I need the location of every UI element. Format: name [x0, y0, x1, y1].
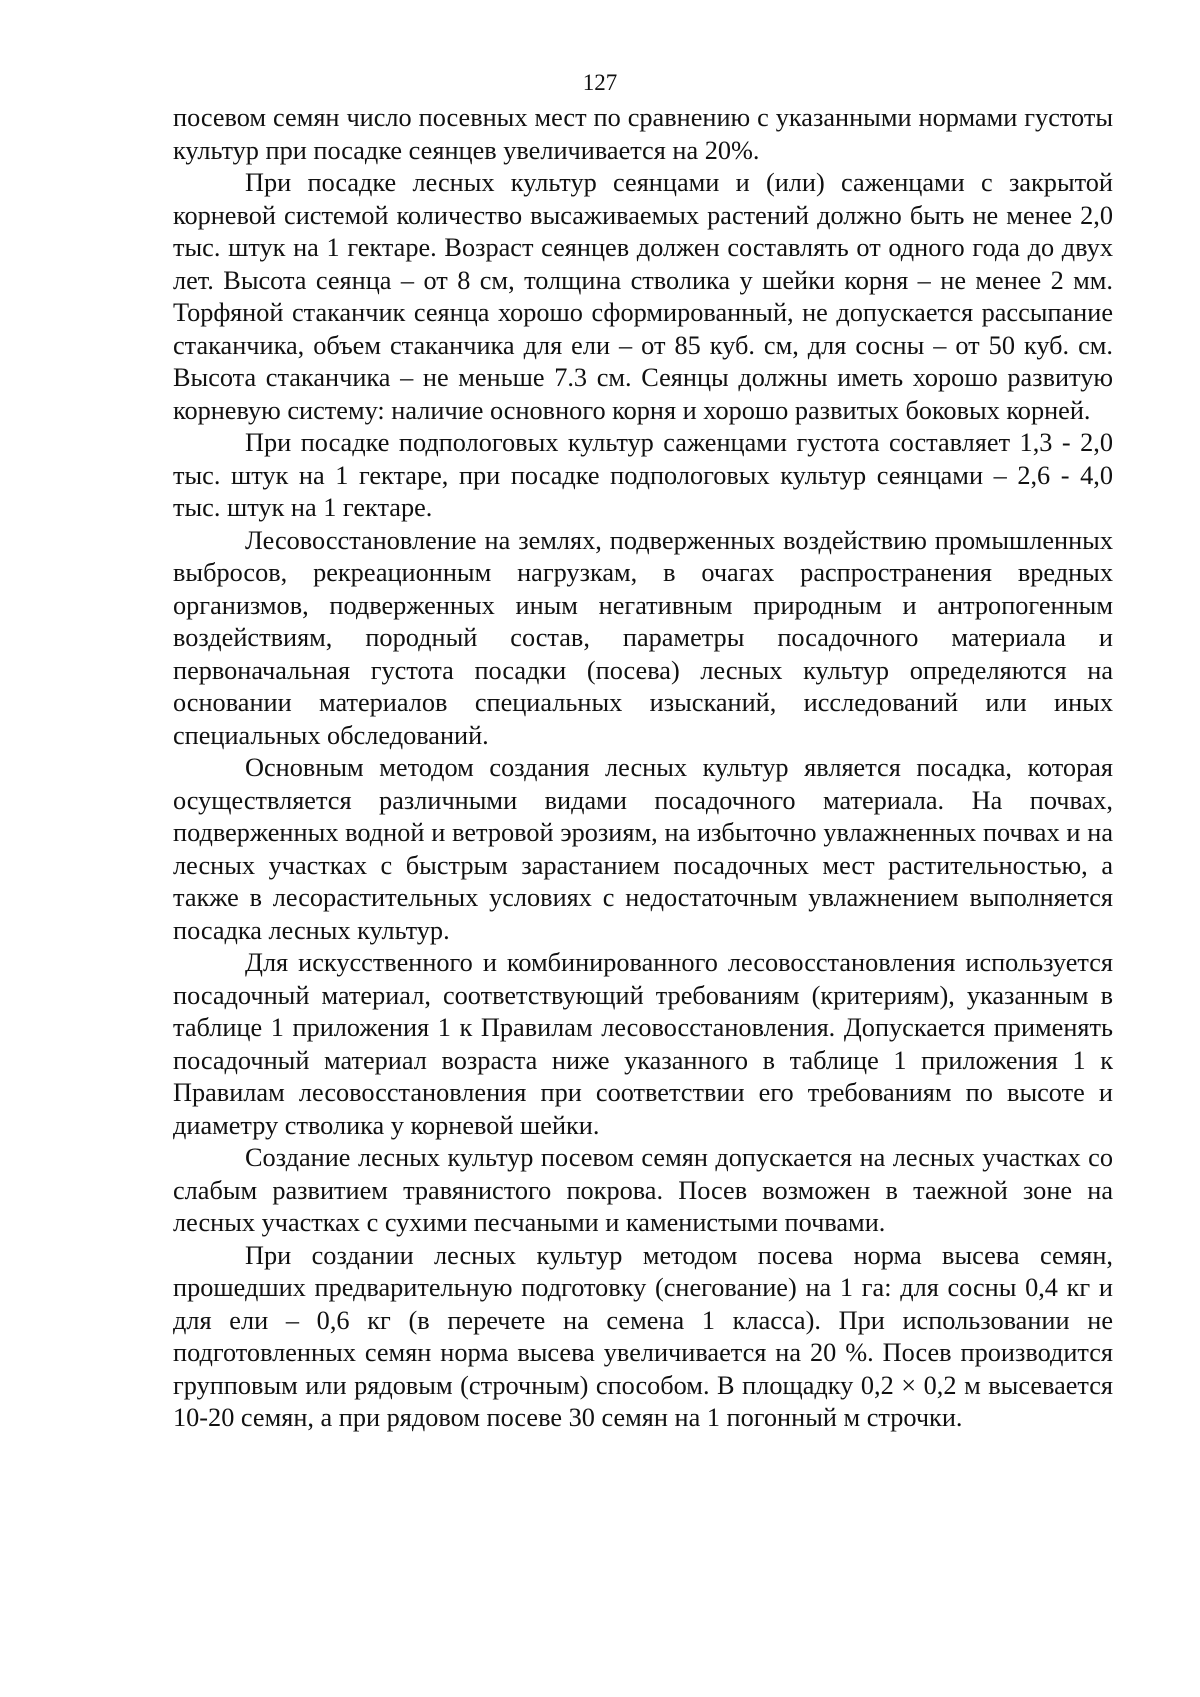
paragraph-reforestation-special-lands: Лесовосстановление на землях, подверженных воздействию промышленных выбросов, рекреационным нагрузкам, в очагах распространения вредных организмов, подверженных иным негативным природным и антропогенным воздействиям, породный состав, параметры посадочного материала и первоначальная густота посадки (посева) лесных культур определяются на основании материалов специальных изысканий, исследований или иных специальных обследований. [173, 525, 1113, 750]
paragraph-planting-material: Для искусственного и комбинированного лесовосстановления используется посадочный материал, соответствующий требованиям (критериям), указанным в таблице 1 приложения 1 к Правилам лесовосстановления. Допускается применять посадочный материал возраста ниже указанного в таблице 1 приложения 1 к Правилам лесовосстановления при соответствии его требованиям по высоте и диаметру стволика у корневой шейки. [173, 948, 1113, 1140]
paragraph-continuation: посевом семян число посевных мест по сравнению с указанными нормами густоты культур при посадке сеянцев увеличивается на 20%. [173, 103, 1113, 165]
paragraph-sowing-rates: При создании лесных культур методом посева норма высева семян, прошедших предварительную подготовку (снегование) на 1 га: для сосны 0,4 кг и для ели – 0,6 кг (в перечете на семена 1 класса). При использовании не подготовленных семян норма высева увеличивается на 20 %. Посев производится групповым или рядовым (строчным) способом. В площадку 0,2 × 0,2 м высевается 10-20 семян, а при рядовом посеве 30 семян на 1 погонный м строчки. [173, 1240, 1113, 1432]
paragraph-closed-root-seedlings: При посадке лесных культур сеянцами и (или) саженцами с закрытой корневой системой количество высаживаемых растений должно быть не менее 2,0 тыс. штук на 1 гектаре. Возраст сеянцев должен составлять от одного года до двух лет. Высота сеянца – от 8 см, толщина стволика у шейки корня – не менее 2 мм. Торфяной стаканчик сеянца хорошо сформированный, не допускается рассыпание стаканчика, объем стаканчика для ели – от 85 куб. см, для сосны – от 50 куб. см. Высота стаканчика – не меньше 7.3 см. Сеянцы должны иметь хорошо развитую корневую систему: наличие основного корня и хорошо развитых боковых корней. [173, 168, 1113, 425]
page-number: 127 [582, 70, 618, 95]
paragraph-main-planting-method: Основным методом создания лесных культур является посадка, которая осуществляется различными видами посадочного материала. На почвах, подверженных водной и ветровой эрозиям, на избыточно увлажненных почвах и на лесных участках с быстрым зарастанием посадочных мест растительностью, а также в лесорастительных условиях с недостаточным увлажнением выполняется посадка лесных культур. [173, 753, 1113, 945]
paragraph-seed-sowing: Создание лесных культур посевом семян допускается на лесных участках со слабым развитием травянистого покрова. Посев возможен в таежной зоне на лесных участках с сухими песчаными и каменистыми почвами. [173, 1143, 1113, 1237]
paragraph-underplanting-density: При посадке подпологовых культур саженцами густота составляет 1,3 - 2,0 тыс. штук на 1 гектаре, при посадке подпологовых культур сеянцами – 2,6 - 4,0 тыс. штук на 1 гектаре. [173, 428, 1113, 522]
page-body [173, 102, 1113, 1435]
